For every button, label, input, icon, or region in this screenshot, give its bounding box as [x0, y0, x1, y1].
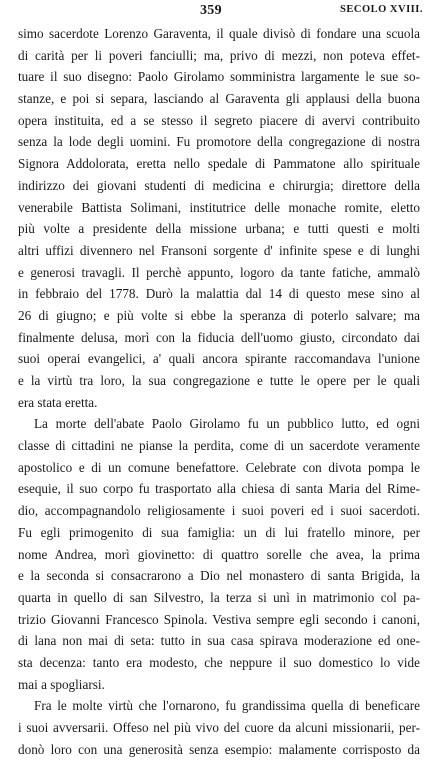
- text-line: era stata eretta.: [18, 394, 98, 410]
- text-line: dio, accompagnandolo religiosamente i suoi poveri ed i suoi sacerdoti.: [18, 503, 420, 519]
- paragraph: [18, 413, 420, 695]
- text-line: tuare il suo disegno: Paolo Girolamo somministra largamente le sue so-: [18, 69, 420, 85]
- paragraph: [18, 695, 420, 760]
- text-line: venerabile Battista Solimani, institutrice delle monache romite, eletto: [18, 199, 420, 215]
- paragraph: [18, 23, 420, 413]
- running-head: SECOLO XVIII.: [340, 4, 423, 15]
- text-line: i suoi avversarii. Offeso nel più vivo del cuore da alcuni missionarii, per-: [18, 720, 420, 735]
- text-line: apostolico e di un comune benefattore. Celebrate con divota pompa le: [18, 459, 420, 475]
- text-line: classe di cittadini ne pianse la perdita, come di un sacerdote veramente: [18, 438, 420, 454]
- text-line: quarta in quello di san Silvestro, la terza si unì in matrimonio col pa-: [18, 589, 420, 605]
- text-line: esequie, il suo corpo fu trasportato alla chiesa di santa Maria del Rime-: [18, 481, 420, 497]
- body-text: [18, 23, 420, 760]
- text-line: donò loro con una generosità senza esempio: malamente corrisposto da: [18, 741, 420, 757]
- text-line: e generosi travagli. Il perchè appunto, logoro da tante fatiche, ammalò: [18, 264, 420, 280]
- page-number: 359: [200, 3, 222, 18]
- text-line: nome Andrea, morì giovinetto: di quattro sorelle che avea, la prima: [18, 546, 420, 562]
- text-line: Fu egli primogenito di sua famiglia: un di lui fratello minore, per: [18, 524, 420, 540]
- text-line: e la virtù tra loro, la sua congregazione e tutte le opere per le quali: [18, 373, 420, 388]
- text-line: finalmente delusa, morì con la fiducia dell'uomo giusto, circondato dai: [18, 329, 420, 345]
- text-line: altri uffizi divennero nel Fransoni sorgente d' infinite spese e di lunghi: [18, 242, 420, 258]
- text-line: stanze, e poi si separa, lasciando al Garaventa gli applausi della buona: [18, 91, 420, 107]
- text-line: Fra le molte virtù che l'ornarono, fu grandissima quella di beneficare: [34, 698, 420, 714]
- text-line: trizio Giovanni Francesco Spinola. Vestiva sempre egli secondo i canoni,: [18, 611, 420, 627]
- text-line: in febbraio del 1778. Durò la malattia dal 14 di questo mese sino al: [18, 286, 420, 302]
- text-line: indirizzo dei giovani studenti di medicina e chirurgia; direttore della: [18, 177, 420, 193]
- text-line: e la seconda si consacrarono a Dio nel monastero di santa Brigida, la: [18, 568, 420, 584]
- text-line: sta decenza: tanto era modesto, che neppure il suo domestico lo vide: [18, 654, 420, 670]
- text-line: suoi operai evangelici, a' quali ancora spirante raccomandava l'unione: [18, 351, 420, 367]
- text-line: senza la lode degli uomini. Fu promotore della congregazione di nostra: [18, 134, 420, 150]
- page-header: [0, 3, 431, 21]
- text-line: opera instituita, ed a se stesso il segreto piacere di avervi contribuito: [18, 112, 420, 128]
- text-line: più volte a presidente della missione urbana; e tutti questi e molti: [18, 221, 420, 237]
- text-line: di lana non mai di seta: tutto in sua casa spirava moderazione ed one-: [18, 633, 420, 649]
- text-line: simo sacerdote Lorenzo Garaventa, il quale divisò di fondare una scuola: [18, 26, 420, 41]
- text-line: di carità per li poveri fanciulli; ma, privo di mezzi, non poteva effet-: [18, 47, 420, 63]
- text-line: mai a spogliarsi.: [18, 676, 105, 692]
- text-line: Signora Addolorata, eretta nello spedale di Pammatone allo spirituale: [18, 156, 420, 172]
- text-line: La morte dell'abate Paolo Girolamo fu un pubblico lutto, ed ogni: [34, 416, 420, 432]
- text-line: 26 di giugno; e più volte si ebbe la speranza di poterlo salvare; ma: [18, 307, 420, 323]
